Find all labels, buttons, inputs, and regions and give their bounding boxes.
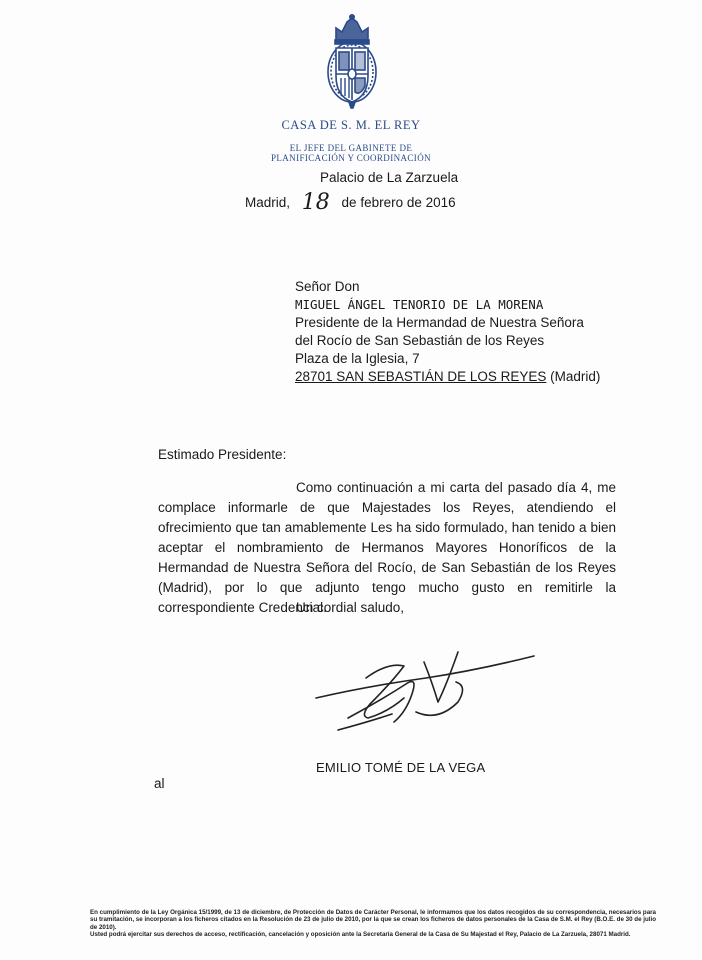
letter-date [245,188,456,213]
signer-name: EMILIO TOMÉ DE LA VEGA [316,760,486,775]
office-title-line1: EL JEFE DEL GABINETE DE [289,143,413,153]
footer-paragraph-2: Usted podrá ejercitar sus derechos de acceso, rectificación, cancelación y oposición ante la Secretaría General de la Casa de Su Majestad el Rey, Palacio de La Zarzuela, 28071 Madrid. [90,931,631,939]
office-title-line2: PLANIFICACIÓN Y COORDINACIÓN [270,153,432,163]
royal-crest-icon [322,14,382,110]
office-title [0,143,702,163]
recipient-position-line1: Presidente de la Hermandad de Nuestra Señora [295,315,584,330]
recipient-name: MIGUEL ÁNGEL TENORIO DE LA MORENA [295,297,544,312]
salutation: Estimado Presidente: [158,447,287,462]
closing: Un cordial saludo, [296,600,405,615]
date-month-year: de febrero de 2016 [341,195,456,210]
handwritten-signature [308,642,538,732]
date-city: Madrid, [245,195,291,210]
recipient-street: Plaza de la Iglesia, 7 [295,351,420,366]
organization-name: CASA DE S. M. EL REY [281,118,421,132]
sender-place: Palacio de La Zarzuela [320,170,459,185]
date-day-handwritten: 18 [301,190,330,215]
footer-paragraph-1: En cumplimiento de la Ley Orgánica 15/1999, de 13 de diciembre, de Protección de Datos de Carácter Personal, le informamos que los datos recogidos de su correspondencia, necesarios para su tramitación, se incorporan a los ficheros citados en la Resolución de 23 de julio de 2010, por la que se crean los ficheros de datos personales de la Casa de S.M. el Rey (B.O.E. de 30 de julio de 2010). [90,909,656,931]
recipient-title: Señor Don [295,279,360,294]
letter-body: Como continuación a mi carta del pasado día 4, me complace informarle de que Majestades los Reyes, atendiendo el ofrecimiento que tan amablemente Les ha sido formulado, han tenido a bien aceptar el nombramiento de Hermanos Mayores Honoríficos de la Hermandad de Nuestra Señora del Rocío, de San Sebastián de los Reyes (Madrid), por lo que adjunto tengo mucho gusto en remitirle la correspondiente Credencial. [158,480,616,615]
recipient-position-line2: del Rocío de San Sebastián de los Reyes [295,333,545,348]
recipient-city-line [295,369,600,384]
recipient-postal-city: 28701 SAN SEBASTIÁN DE LOS REYES [295,369,547,384]
recipient-region: (Madrid) [550,369,601,384]
annotation-al: al [154,776,165,791]
data-protection-notice [90,909,656,939]
